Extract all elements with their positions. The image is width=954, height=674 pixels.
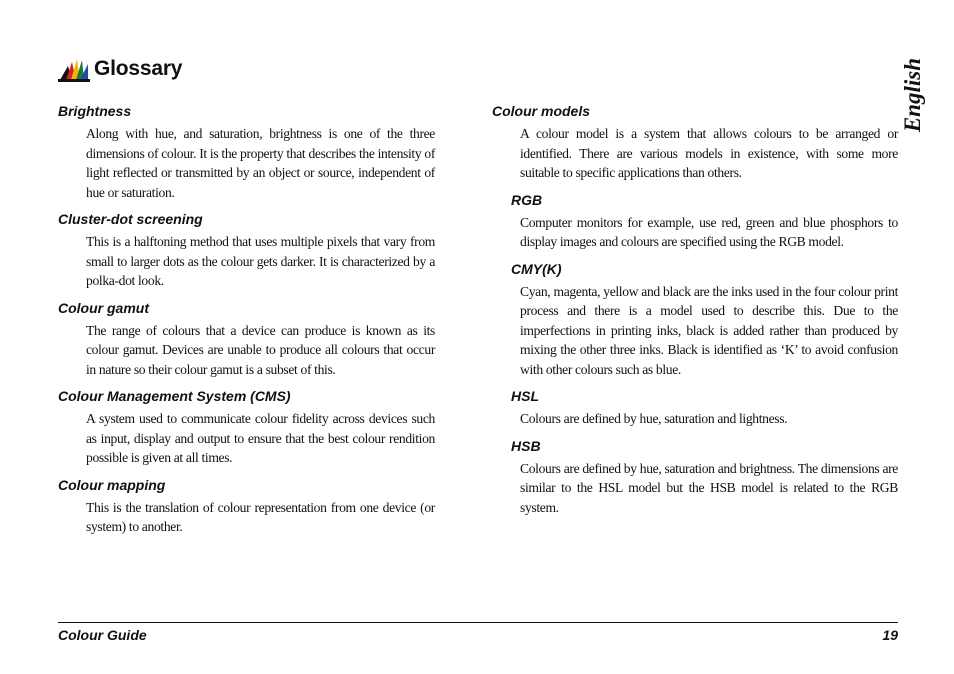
glossary-definition: This is the translation of colour representation from one device (or system) to another. — [86, 499, 435, 534]
color-fan-logo-icon — [58, 56, 90, 82]
glossary-left-column — [58, 102, 435, 545]
language-tab: English — [900, 58, 925, 133]
glossary-term: HSB — [511, 437, 541, 454]
page-header — [58, 56, 182, 82]
glossary-term: Brightness — [58, 103, 132, 119]
glossary-term: Colour models — [492, 103, 591, 119]
glossary-term: Cluster-dot screening — [58, 211, 203, 227]
glossary-definition: Colours are defined by hue, saturation and lightness. — [520, 411, 788, 426]
glossary-definition: Colours are defined by hue, saturation and brightness. The dimensions are similar to the HSL model but the HSB model is related to the RGB system. — [520, 460, 898, 515]
footer-divider — [58, 622, 898, 623]
page-number: 19 — [882, 627, 898, 643]
glossary-term: Colour gamut — [58, 299, 149, 316]
glossary-definition: Computer monitors for example, use red, green and blue phosphors to display images and colours are specified using the RGB model. — [520, 214, 898, 249]
glossary-term: Colour Management System (CMS) — [58, 388, 291, 404]
glossary-term: Colour mapping — [58, 476, 166, 493]
glossary-definition: Along with hue, and saturation, brightness is one of the three dimensions of colour. It is the property that describes the intensity of light reflected or transmitted by an object or source, independent of hue or saturation. — [86, 126, 435, 200]
glossary-term: HSL — [511, 388, 539, 404]
glossary-term: CMY(K) — [511, 260, 562, 277]
footer-title: Colour Guide — [58, 627, 147, 643]
glossary-definition: A colour model is a system that allows colours to be arranged or identified. There are various models in existence, with some more suitable to specific applications than others. — [520, 126, 898, 180]
glossary-definition: The range of colours that a device can produce is known as its colour gamut. Devices are unable to produce all colours that occur in nature so their colour gamut is a subset of this. — [86, 322, 435, 377]
page-title: Glossary — [94, 57, 183, 80]
glossary-definition: This is a halftoning method that uses multiple pixels that vary from small to larger dots as the colour gets darker. It is characterized by a polka-dot look. — [86, 234, 435, 288]
glossary-definition: Cyan, magenta, yellow and black are the inks used in the four colour print process and there is a model used to describe this. Due to the imperfections in printing inks, black is added rather than produced by mixing the other three inks. Black is identified as ‘K’ to avoid confusion with other colours such as blue. — [520, 283, 898, 377]
glossary-term: RGB — [511, 191, 543, 208]
glossary-definition: A system used to communicate colour fidelity across devices such as input, display and output to ensure that the best colour rendition possible is given at all times. — [86, 411, 435, 465]
glossary-right-column — [492, 102, 898, 525]
